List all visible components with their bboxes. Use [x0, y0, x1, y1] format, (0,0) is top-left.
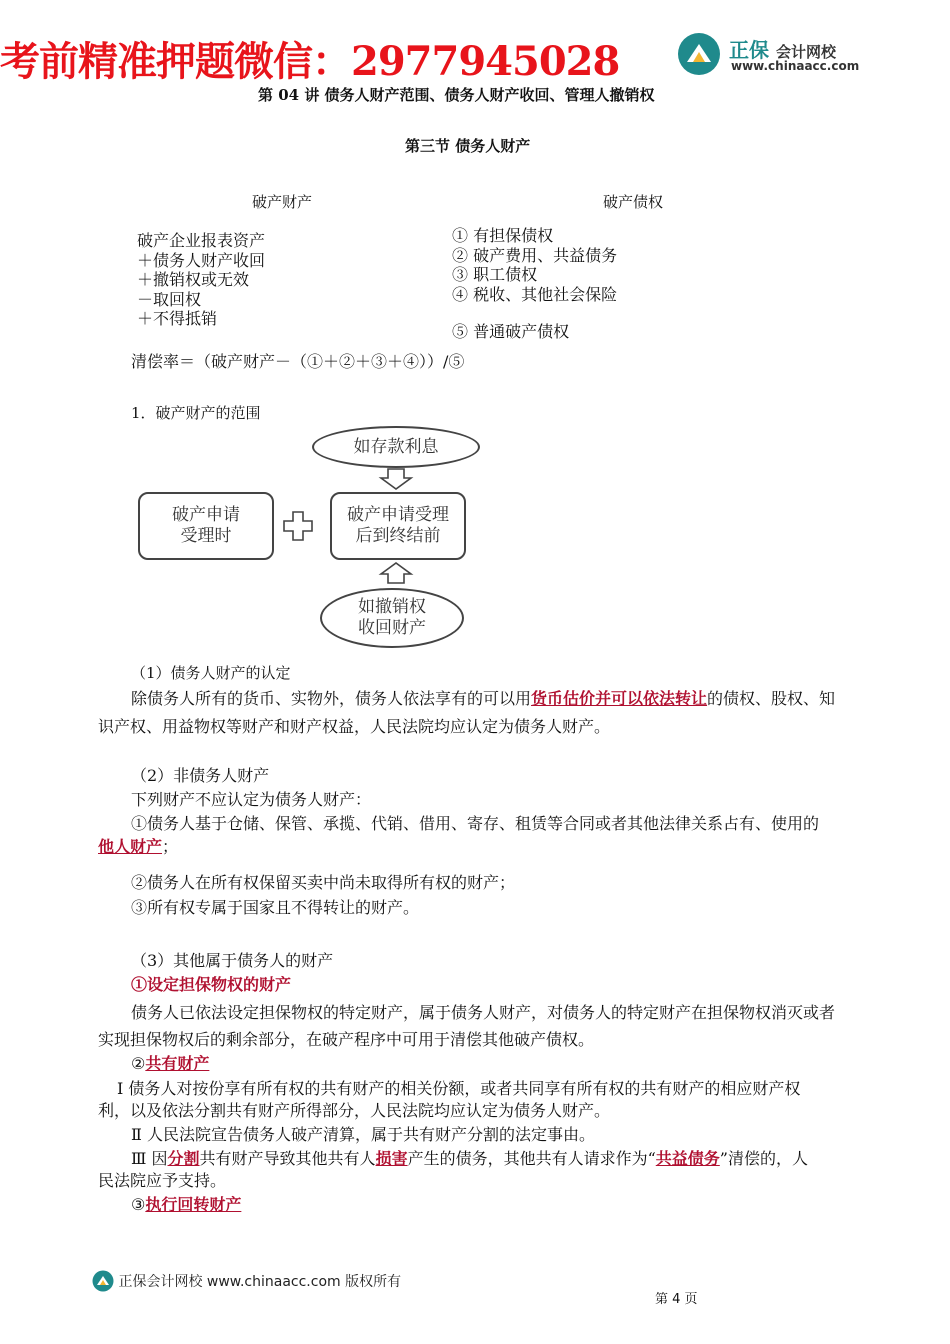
s2-heading: （2）非债务人财产: [131, 766, 270, 785]
brand-logo[interactable]: [677, 32, 867, 78]
flow-top-ellipse: 如存款利息: [312, 426, 480, 468]
footer: [92, 1270, 401, 1292]
arrow-down-icon: [380, 468, 412, 490]
flow-mid-box: [330, 492, 466, 560]
s3-item2-text: 共有财产: [145, 1054, 210, 1073]
list-item: ① 有担保债权: [452, 226, 554, 245]
s2-item3: ③所有权专属于国家且不得转让的财产。: [131, 898, 420, 917]
page-number: 第 4 页: [655, 1292, 698, 1307]
s1-line1-tail: 的债权、股权、知: [707, 689, 836, 708]
logo-url: www.chinaacc.com: [731, 59, 860, 73]
plus-icon: [283, 511, 313, 541]
logo-brand: 正保: [729, 38, 769, 62]
list-item: ② 破产费用、共益债务: [452, 245, 618, 265]
logo-brand-sub: 会计网校: [775, 43, 836, 61]
s1-heading: （1）债务人财产的认定: [131, 664, 291, 682]
s3-iii-f: 共益债务: [655, 1149, 720, 1168]
list-item: ④ 税收、其他社会保险: [452, 284, 618, 304]
flow-diagram: [130, 420, 490, 660]
promo-banner: 考前精准押题微信：2977945028: [0, 38, 620, 85]
s3-heading: （3）其他属于债务人的财产: [131, 951, 334, 970]
s3-iii-g: ”清偿的，人: [719, 1149, 808, 1168]
s3-item2: [131, 1053, 209, 1075]
s3-item2-num: ②: [131, 1054, 146, 1073]
s3-p1-line2: 实现担保物权后的剩余部分，在破产程序中可用于清偿其他破产债权。: [98, 1030, 595, 1049]
s1-line2: 识产权、用益物权等财产和财产权益，人民法院均应认定为债务人财产。: [98, 717, 611, 736]
s3-iii-e: 产生的债务，其他共有人请求作为“: [407, 1149, 656, 1168]
s2-item1-tail: 他人财产；: [98, 837, 179, 856]
s3-item3-num: ③: [131, 1195, 146, 1214]
s3-item3-text: 执行回转财产: [145, 1195, 242, 1214]
s3-p1-line1: 债务人已依法设定担保物权的特定财产，属于债务人财产，对债务人的特定财产在担保物权消灭或者: [131, 1003, 836, 1022]
s3-item3: [131, 1194, 241, 1216]
footer-logo-icon: [92, 1270, 114, 1292]
s3-iii-c: 共有财产导致其他共有人: [199, 1149, 376, 1168]
lecture-title: 第 04 讲 债务人财产范围、债务人财产收回、管理人撤销权: [258, 86, 655, 104]
list-item: ＋债务人财产收回: [137, 250, 266, 270]
s3-i-line1: Ⅰ 债务人对按份享有所有权的共有财产的相关份额，或者共同享有所有权的共有财产的相应财产权: [117, 1079, 801, 1098]
s2-intro: 下列财产不应认定为债务人财产：: [131, 790, 372, 809]
s1-line1: [131, 689, 836, 708]
heading-scope: 1．破产财产的范围: [131, 404, 261, 422]
flow-left-line1: 破产申请: [172, 505, 240, 525]
s2-item1: ①债务人基于仓储、保管、承揽、代销、借用、寄存、租赁等合同或者其他法律关系占有、使用的: [131, 814, 820, 833]
col-head-right: 破产债权: [603, 193, 664, 211]
flow-bottom-line2: 收回财产: [358, 618, 426, 638]
s1-line1-text: 除债务人所有的货币、实物外，债务人依法享有的可以用: [131, 689, 532, 708]
s3-iii-a: Ⅲ 因: [131, 1149, 168, 1168]
s3-iii-line2: 民法院应予支持。: [98, 1171, 227, 1190]
footer-text: 正保会计网校 www.chinaacc.com 版权所有: [118, 1274, 402, 1290]
s3-item1-text: ①设定担保物权的财产: [131, 975, 292, 994]
bankrupt-assets-list: [137, 231, 265, 329]
s1-line1-highlight: 货币估价并可以依法转让: [531, 689, 708, 708]
s3-iii-b: 分割: [167, 1149, 200, 1168]
logo-icon: [677, 32, 721, 76]
flow-bottom-ellipse: [320, 588, 464, 648]
flow-bottom-line1: 如撤销权: [358, 597, 426, 617]
col-head-left: 破产财产: [252, 193, 313, 211]
s3-iii-d: 损害: [375, 1149, 408, 1168]
section-title: 第三节 债务人财产: [405, 137, 531, 155]
list-item: －取回权: [137, 289, 202, 309]
list-item: 破产企业报表资产: [137, 231, 266, 250]
s2-item1-tail-text: 他人财产: [98, 837, 163, 856]
s3-item1: [131, 975, 292, 994]
s2-item2: ②债务人在所有权保留买卖中尚未取得所有权的财产；: [131, 873, 516, 892]
flow-mid-line2: 后到终结前: [355, 526, 441, 546]
list-item: ＋不得抵销: [137, 309, 218, 328]
list-item-5: ⑤ 普通破产债权: [452, 322, 570, 341]
s3-ii: Ⅱ 人民法院宣告债务人破产清算，属于共有财产分割的法定事由。: [131, 1125, 595, 1144]
flow-left-line2: 受理时: [180, 526, 232, 546]
s3-i-line2: 利，以及依法分割共有财产所得部分，人民法院均应认定为债务人财产。: [98, 1101, 611, 1120]
arrow-up-icon: [380, 562, 412, 584]
flow-left-box: [138, 492, 274, 560]
flow-mid-line1: 破产申请受理: [347, 505, 449, 525]
s3-iii-line1: [131, 1148, 808, 1170]
list-item: ③ 职工债权: [452, 265, 538, 284]
list-item: ＋撤销权或无效: [137, 270, 250, 289]
formula: 清偿率＝（破产财产－（①＋②＋③＋④））/⑤: [131, 352, 465, 371]
bankrupt-claims-list: [452, 226, 617, 304]
